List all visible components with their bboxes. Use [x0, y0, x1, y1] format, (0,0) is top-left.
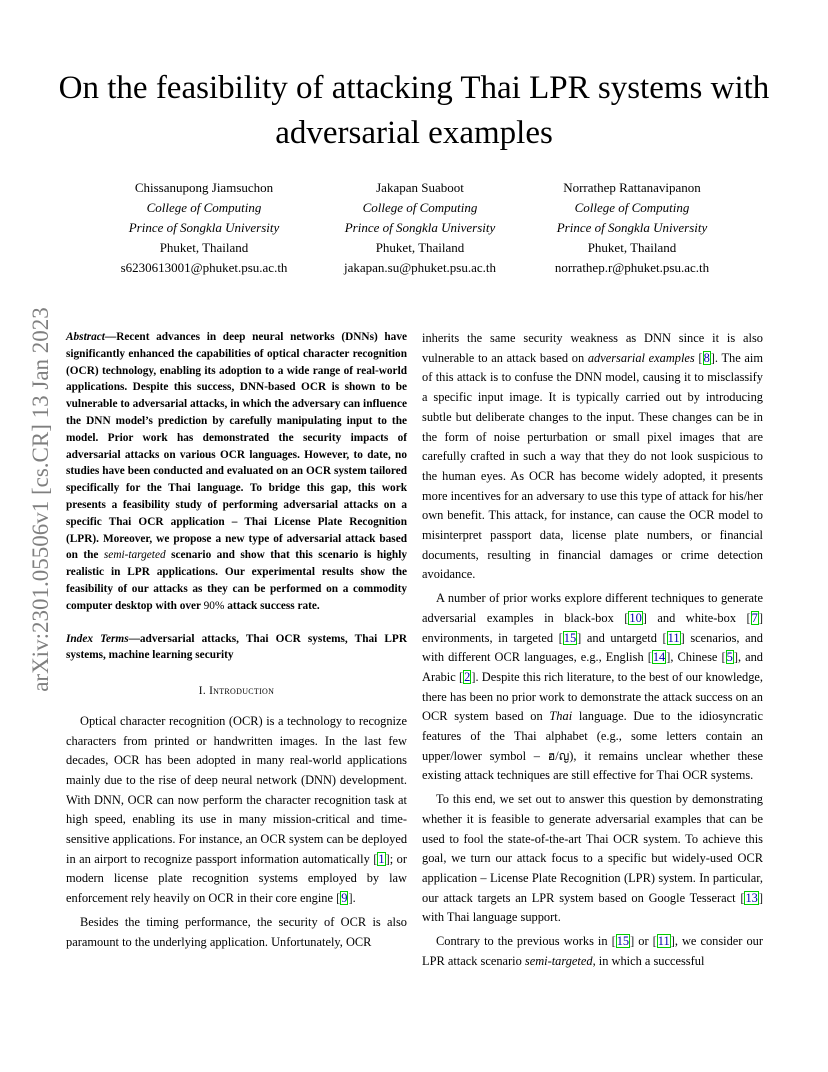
text-run: environments, in targeted	[422, 630, 559, 645]
citation-link[interactable]	[663, 631, 685, 645]
abstract	[66, 329, 407, 615]
intro-paragraph-6	[422, 932, 763, 971]
citation-number[interactable]: 7	[751, 610, 758, 625]
abstract-lead: Abstract	[66, 331, 105, 343]
text-run: , and Arabic	[422, 650, 764, 684]
text-run: inherits the same security weakness as DNN since it is also vulnerable to an attack based on	[422, 331, 763, 365]
author-college: College of Computing	[146, 200, 262, 215]
text-run: A number of prior works explore different techniques to generate adversarial examples in black-box	[422, 591, 763, 625]
index-terms-lead: Index Terms	[66, 632, 129, 645]
citation-number[interactable]: 15	[616, 934, 630, 949]
citation-link[interactable]	[653, 934, 675, 948]
abstract-emphasis: semi-targeted	[103, 549, 166, 562]
section-heading-introduction: I. Introduction	[198, 685, 275, 698]
citation-number[interactable]: 15	[563, 630, 577, 645]
index-terms-text: —adversarial attacks, Thai OCR systems, Thai LPR systems, machine learning security	[66, 632, 407, 662]
author-email: norrathep.r@phuket.psu.ac.th	[554, 260, 710, 275]
text-run: scenarios, and with different OCR languages, e.g., English	[422, 630, 763, 665]
citation-link[interactable]	[559, 631, 582, 645]
text-run: ; or modern license plate recognition systems employed by law enforcement rely heavily on OCR in their core engine	[66, 851, 407, 906]
citation-number[interactable]: 14	[652, 650, 666, 665]
citation-link[interactable]	[612, 934, 635, 948]
intro-paragraph-5	[422, 790, 763, 928]
author-city: Phuket, Thailand	[587, 240, 677, 255]
author-name: Chissanupong Jiamsuchon	[134, 180, 274, 195]
citation-number[interactable]: 11	[667, 630, 680, 645]
left-column	[66, 329, 407, 952]
citation-link[interactable]	[747, 611, 763, 625]
citation-link[interactable]	[721, 650, 737, 664]
text-run: . The aim of this attack is to confuse the DNN model, causing it to misclassify a specific input image. It is typically carried out by introducing subtle but deliberate changes to the input. These changes can be in the form of noise perturbation or small pixel images that are carefully crafted in such a way that they do not look suspicious to the human eyes. As OCR has become widely adopted, it presents more incentives for an adversary to use this type of attack for his/her own benefit. This attack, for instance, can cause the OCR model to misinterpret passport data, license plate numbers, or financial documents, resulting in financial damages or crime detection avoidance.	[422, 350, 763, 582]
author-university: Prince of Songkla University	[556, 220, 708, 235]
author-block-1	[79, 178, 329, 278]
emphasis: Thai	[549, 709, 573, 724]
text-run: and white-box	[646, 610, 747, 625]
text-run: Optical character recognition (OCR) is a technology to recognize characters from printed or handwritten images. In the last few decades, OCR has been adopted in many real-world applications mainly due to the rise of deep neural network (DNN) development. With DNN, OCR can now perform the character recognition task at high speed, enabling its use in many mission-critical and time-sensitive applications. For instance, an OCR system can be deployed in an airport to recognize passport information automatically	[66, 713, 408, 866]
author-email: jakapan.su@phuket.psu.ac.th	[343, 260, 497, 275]
text-run: , in which a successful	[592, 953, 705, 968]
text-run: and untargetd	[581, 630, 663, 645]
citation-link[interactable]	[698, 351, 714, 365]
intro-paragraph-1	[66, 712, 407, 909]
citation-link[interactable]	[336, 891, 352, 905]
author-college: College of Computing	[362, 200, 478, 215]
intro-paragraph-4	[422, 589, 763, 786]
author-name: Norrathep Rattanavipanon	[563, 180, 701, 195]
author-email: s6230613001@phuket.psu.ac.th	[120, 260, 288, 275]
text-run: , Chinese	[670, 650, 722, 665]
author-city: Phuket, Thailand	[375, 240, 465, 255]
abstract-text-3: attack success rate.	[224, 599, 320, 612]
abstract-percent: 90%	[203, 599, 225, 612]
author-university: Prince of Songkla University	[344, 220, 496, 235]
abstract-text-1: —Recent advances in deep neural networks (DNNs) have significantly enhanced the capabilities of optical character recognition (OCR) technology, enabling its adoption to a wide range of real-world applications. Despite this success, DNN-based OCR is shown to be vulnerable to adversarial attacks, in which the adversary can influence the DNN model’s prediction by carefully manipulating input to the model. Prior work has demonstrated the security impacts of adversarial attacks on various OCR languages. However, to date, no studies have been conducted and evaluated on an OCR system tailored specifically for the Thai language. To bridge this gap, this work presents a feasibility study of performing adversarial attacks on a specific Thai OCR application – Thai License Plate Recognition (LPR). Moreover, we propose a new type of adversarial attack based on the	[66, 331, 407, 562]
emphasis: semi-targeted	[524, 953, 593, 968]
citation-link[interactable]	[624, 611, 647, 625]
citation-link[interactable]	[740, 891, 763, 905]
abstract-text-2: scenario and show that this scenario is highly realistic in LPR applications. Our experimental results show the feasibility of our attacks as they can be performed on a commodity computer desktop with over	[66, 549, 407, 612]
arxiv-identifier: arXiv:2301.05506v1 [cs.CR] 13 Jan 2023	[28, 307, 53, 692]
citation-number[interactable]: 1	[378, 851, 385, 866]
index-terms	[66, 631, 407, 665]
text-run: Contrary to the previous works in	[436, 934, 612, 949]
text-run: To this end, we set out to answer this question by demonstrating whether it is feasible to generate adversarial examples that can be used to fool the state-of-the-art Thai OCR system. To achieve this goal, we turn our attack focus to a specific but widely-used OCR application – License Plate Recognition (LPR) system. In particular, our attack targets an LPR system based on Google Tesseract	[422, 792, 763, 905]
citation-link[interactable]	[373, 852, 389, 866]
citation-link[interactable]	[459, 670, 475, 684]
citation-number[interactable]: 13	[745, 890, 758, 905]
text-run: or	[634, 934, 653, 949]
citation-number[interactable]: 2	[464, 669, 471, 684]
text-run: , we consider our LPR attack scenario	[422, 934, 763, 968]
citation-number[interactable]: 8	[703, 350, 710, 365]
arxiv-sidebar	[25, 293, 57, 706]
text-run: language. Due to the idiosyncratic features of the Thai alphabet (e.g., some letters contain an upper/lower symbol – ฮ/ญ), it remains unclear whether these existing attack techniques are still effective for Thai OCR systems.	[422, 709, 763, 783]
intro-paragraph-3	[422, 329, 763, 585]
citation-number[interactable]: 9	[341, 891, 348, 906]
author-block-3	[507, 178, 757, 278]
emphasis: adversarial examples	[587, 350, 695, 365]
citation-number[interactable]: 11	[657, 934, 670, 949]
author-city: Phuket, Thailand	[159, 240, 249, 255]
citation-number[interactable]: 10	[629, 610, 642, 625]
paper-title: On the feasibility of attacking Thai LPR systems with adversarial examples	[58, 70, 770, 151]
intro-paragraph-2: Besides the timing performance, the security of OCR is also paramount to the underlying application. Unfortunately, OCR	[66, 914, 407, 949]
text-run: with Thai language support.	[422, 910, 561, 925]
citation-link[interactable]	[648, 650, 671, 664]
citation-number[interactable]: 5	[726, 650, 733, 665]
text-run: . Despite this rich literature, to the best of our knowledge, there has been no prior work to demonstrate the attack success on an OCR system based on	[422, 669, 763, 724]
text-run: .	[352, 891, 356, 906]
author-university: Prince of Songkla University	[128, 220, 280, 235]
author-name: Jakapan Suaboot	[376, 180, 464, 195]
author-college: College of Computing	[574, 200, 690, 215]
right-column	[422, 329, 763, 972]
